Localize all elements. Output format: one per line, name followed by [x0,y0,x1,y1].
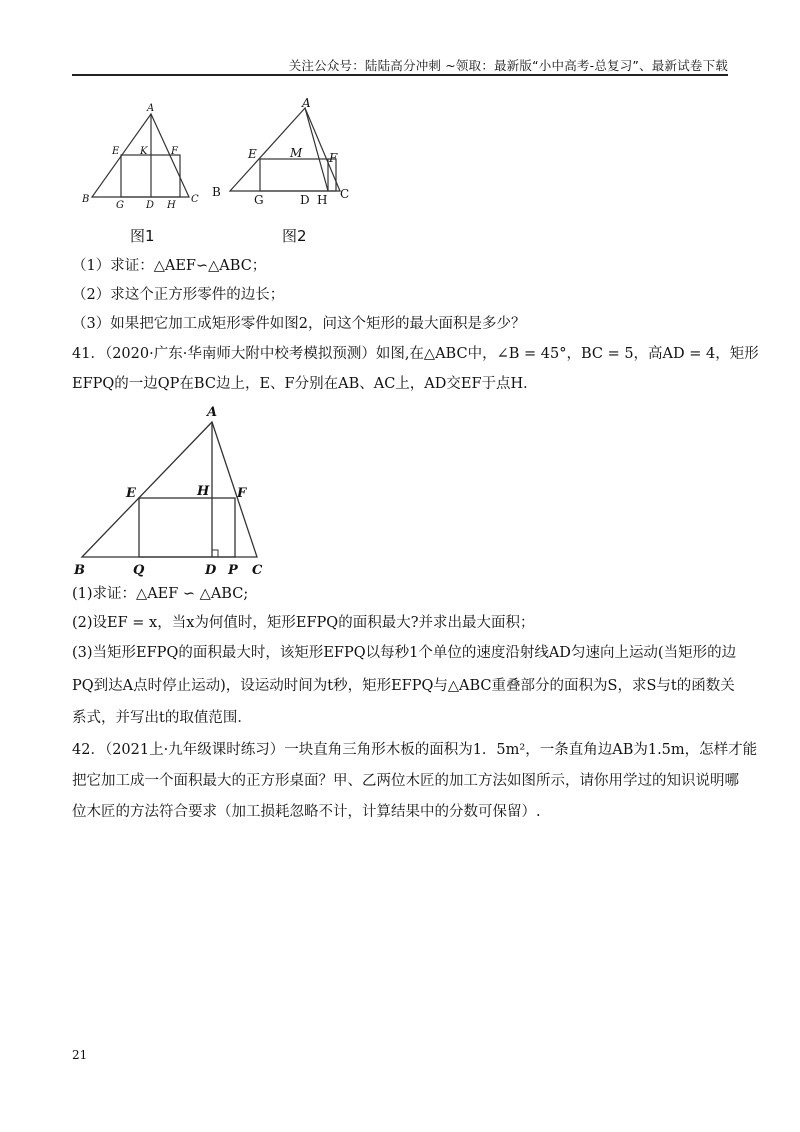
fig1-label-g: G [116,200,124,211]
fig2-label-d: D [300,193,310,207]
fig1-label-h: H [167,200,176,211]
figure-1 [76,102,206,212]
fig3-label-e: E [126,486,136,501]
fig1-label-e: E [112,146,120,157]
fig1-label-f: F [171,146,178,157]
q41-part2: (2)设EF = x，当x为何值时，矩形EFPQ的面积最大?并求出最大面积； [72,615,535,631]
figure-2-caption: 图2 [282,227,307,245]
page-number: 21 [72,1048,88,1062]
fig3-label-a: A [207,405,218,420]
fig2-label-a: A [302,96,311,110]
fig2-label-e: E [248,147,257,161]
fig3-label-f: F [237,486,247,501]
fig3-label-p: P [228,563,238,578]
fig2-label-h: H [317,193,328,207]
fig1-label-d: D [146,200,155,211]
fig3-label-c: C [252,563,263,578]
fig2-label-f: F [329,151,338,165]
q41-part1: (1)求证：△AEF ∽ △ABC; [72,586,249,602]
fig3-label-d: D [205,563,217,578]
q41-part3-line3: 系式，并写出t的取值范围． [72,710,252,726]
fig3-label-b: B [74,563,85,578]
q41-part3-line1: (3)当矩形EFPQ的面积最大时，该矩形EFPQ以每秒1个单位的速度沿射线AD匀速向上运动(当矩形的边 [72,645,737,661]
fig1-label-k: K [140,146,148,157]
fig2-label-g: G [254,193,264,207]
fig2-label-m: M [290,146,303,160]
fig2-label-c: C [340,187,350,201]
fig2-label-b: B [212,185,221,199]
page-header [72,54,728,76]
fig1-label-b: B [82,194,90,205]
q41-part3-line2: PQ到达A点时停止运动)，设运动时间为t秒，矩形EFPQ与△ABC重叠部分的面积为S，求S与t的函数关 [72,678,735,694]
fig1-label-c: C [191,194,199,205]
fig1-label-a: A [147,103,155,114]
q42-line1: 42．（2021上·九年级课时练习）一块直角三角形木板的面积为1．5m²，一条直角边AB为1.5m，怎样才能 [72,742,758,758]
figure-2 [208,96,358,212]
fig3-label-h: H [197,484,210,499]
q42-line3: 位木匠的方法符合要求（加工损耗忽略不计，计算结果中的分数可保留）. [72,804,541,820]
fig3-label-q: Q [133,563,145,578]
q40-part2: （2）求这个正方形零件的边长； [72,287,285,303]
figure-3 [70,402,270,582]
figure-1-caption: 图1 [130,227,155,245]
q41-line2: EFPQ的一边QP在BC边上，E、F分别在AB、AC上，AD交EF于点H． [72,376,538,392]
q40-part3: （3）如果把它加工成矩形零件如图2，问这个矩形的最大面积是多少？ [72,316,526,332]
q42-line2: 把它加工成一个面积最大的正方形桌面？甲、乙两位木匠的加工方法如图所示，请你用学过的知识说明哪 [72,773,739,789]
header-text: 关注公众号：陆陆高分冲刺 ~领取：最新版“小中高考-总复习”、最新试卷下载 [288,58,728,73]
q41-line1: 41．（2020·广东·华南师大附中校考模拟预测）如图,在△ABC中，∠B = 45°，BC = 5，高AD = 4，矩形 [72,346,759,362]
q40-part1: （1）求证：△AEF∽△ABC； [72,258,267,274]
